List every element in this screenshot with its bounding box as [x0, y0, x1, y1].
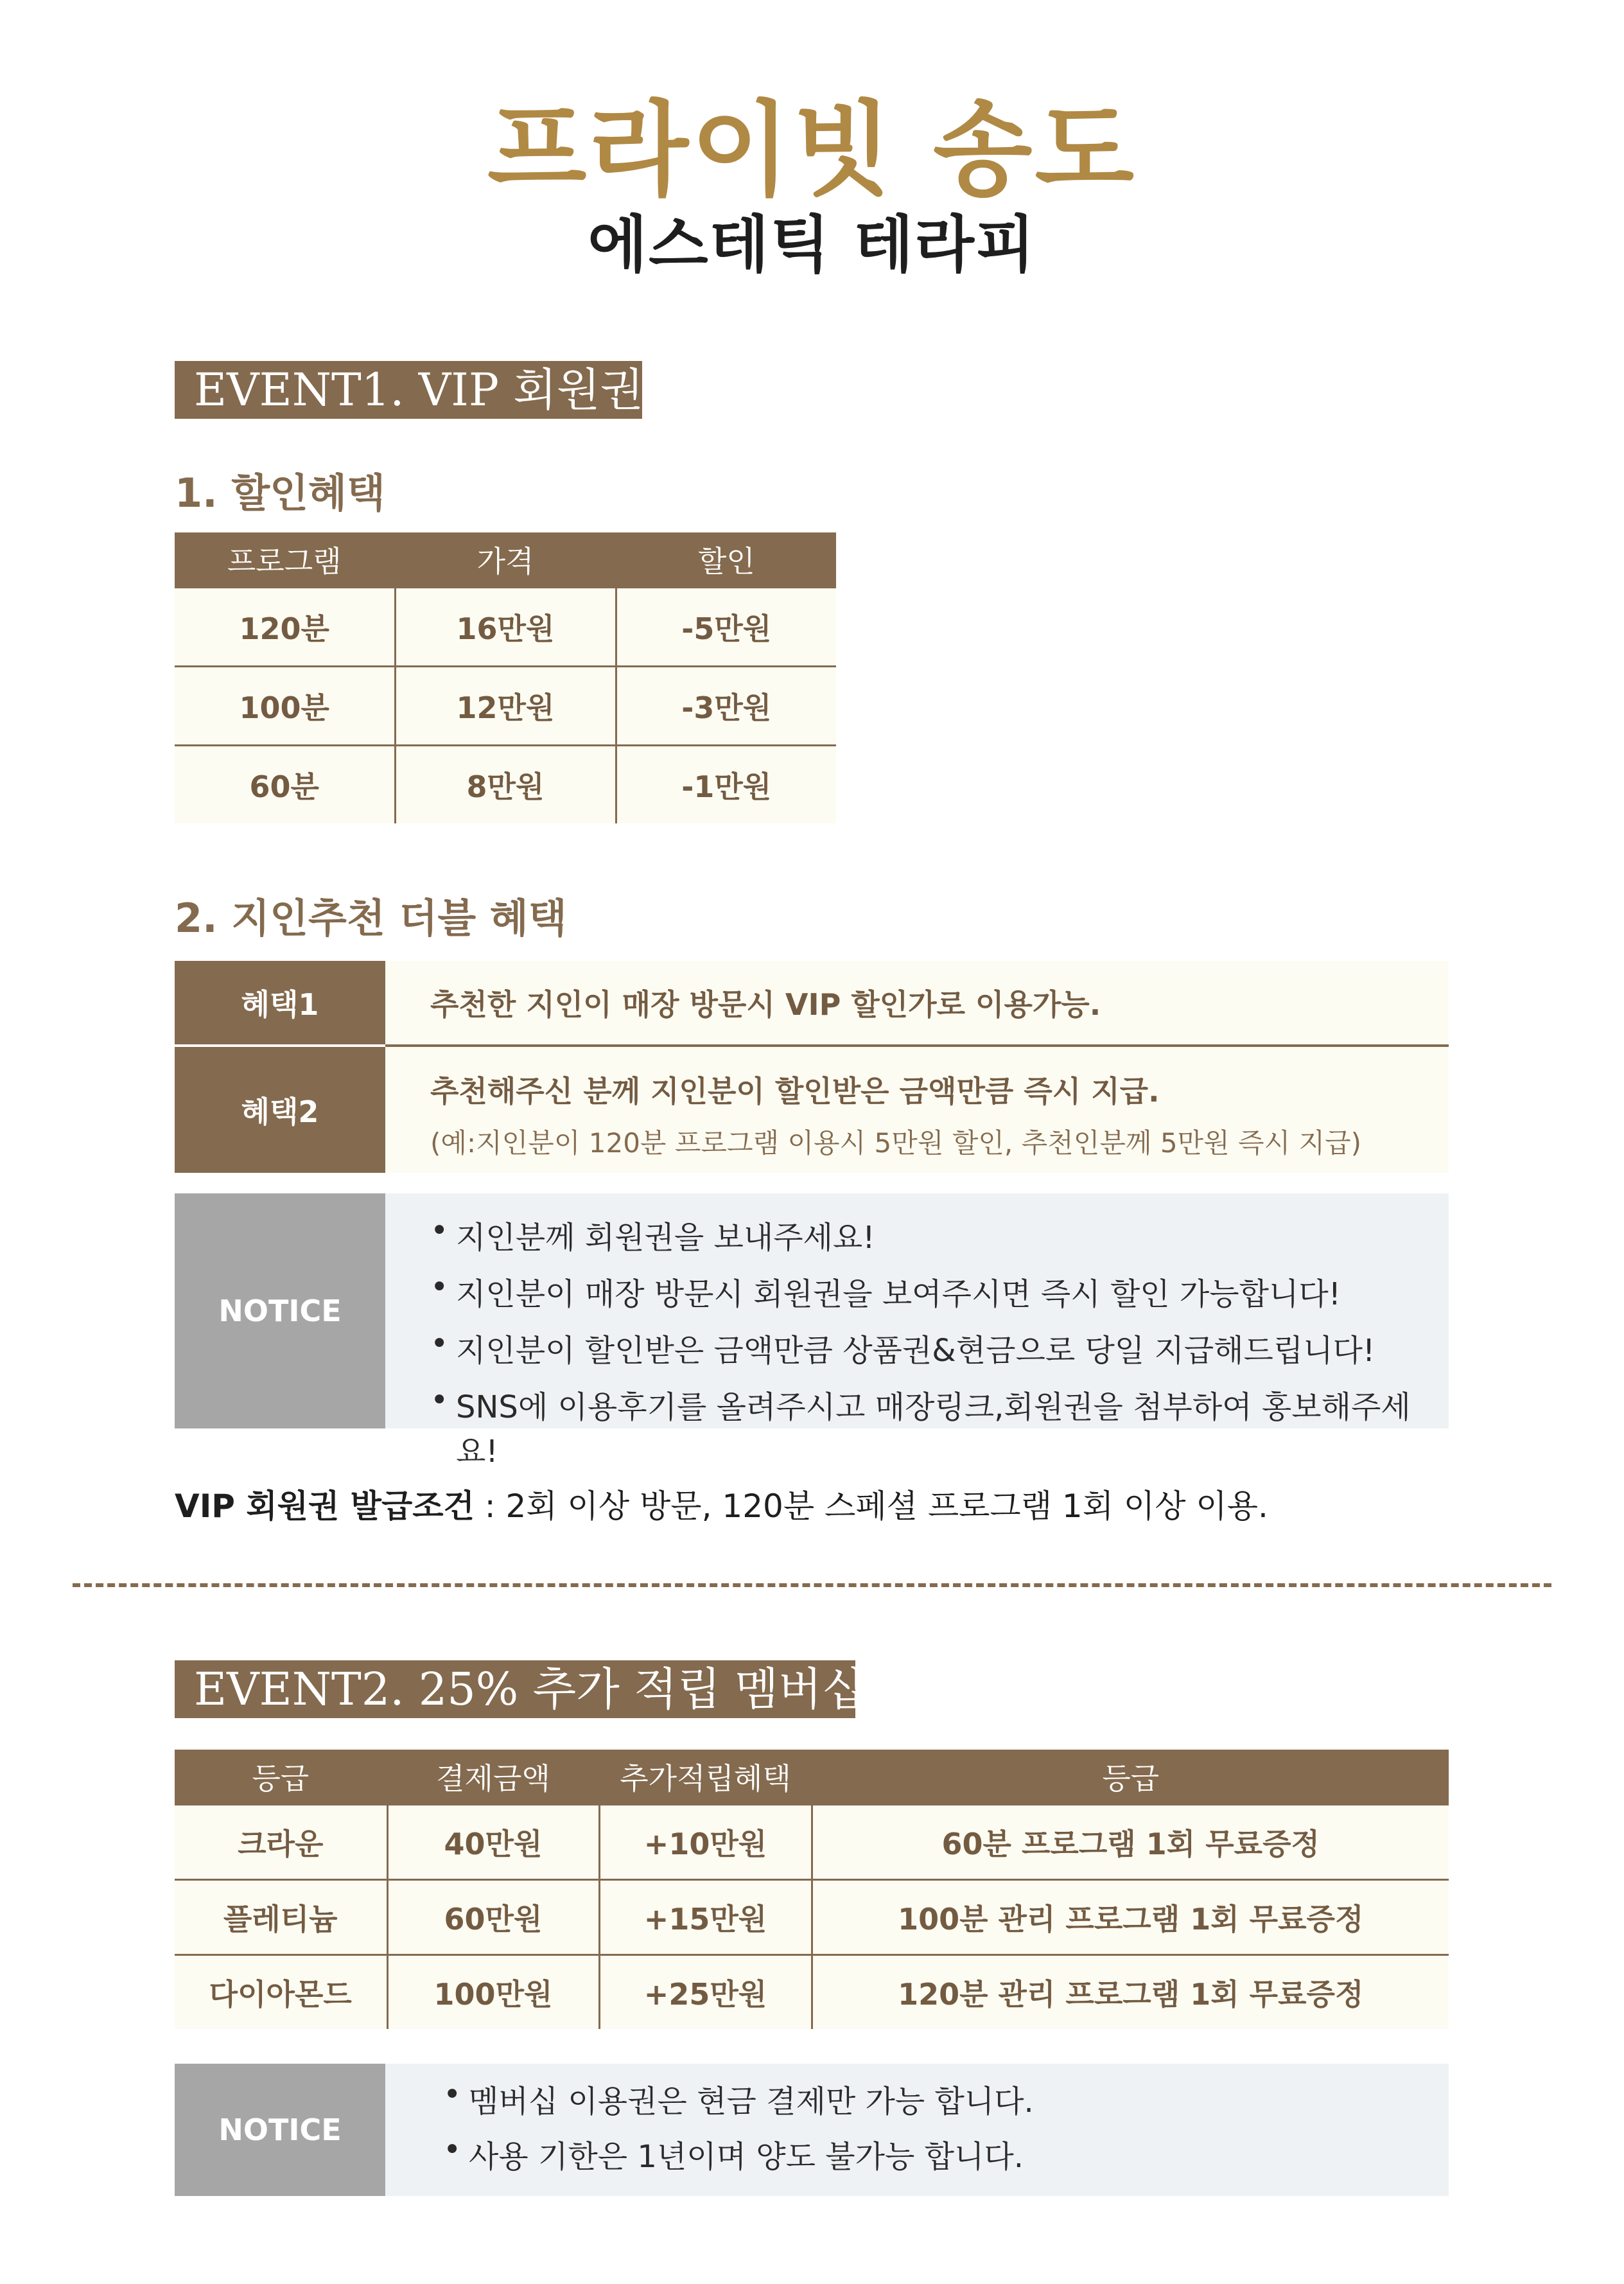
cell-price: 12만원 [395, 667, 616, 746]
cell-discount: -5만원 [616, 588, 836, 667]
membership-table [175, 1750, 1449, 2029]
benefit2-text: 추천해주신 분께 지인분이 할인받은 금액만큼 즉시 지급. [430, 1074, 1160, 1109]
notice-item: • 멤버십 이용권은 현금 결제만 가능 합니다. [443, 2077, 1449, 2132]
benefit1-text: 추천한 지인이 매장 방문시 VIP 할인가로 이용가능. [430, 987, 1101, 1022]
cell-price: 16만원 [395, 588, 616, 667]
table-row [175, 1955, 1449, 2030]
benefit1-label: 혜택1 [175, 961, 385, 1044]
vip-condition-text: : 2회 이상 방문, 120분 스페셜 프로그램 1회 이상 이용. [474, 1488, 1268, 1525]
vip-condition [175, 1480, 1268, 1527]
notice-item: • 지인분이 할인받은 금액만큼 상품권&현금으로 당일 지급해드립니다! [430, 1326, 1449, 1382]
event2-banner: EVENT2. 25% 추가 적립 멤버십 [175, 1660, 855, 1718]
page-subtitle: 에스테틱 테라피 [588, 209, 1036, 281]
table-row [175, 667, 836, 746]
cell-gift: 100분 관리 프로그램 1회 무료증정 [812, 1880, 1449, 1955]
cell-program: 120분 [175, 588, 395, 667]
discount-table-header [175, 532, 836, 588]
membership-table-header [175, 1750, 1449, 1805]
cell-discount: -3만원 [616, 667, 836, 746]
notice2-list [443, 2077, 1449, 2187]
cell-grade: 플레티늄 [175, 1880, 387, 1955]
cell-gift: 60분 프로그램 1회 무료증정 [812, 1805, 1449, 1880]
cell-grade: 다이아몬드 [175, 1955, 387, 2030]
col-header-bonus: 추가적립혜택 [599, 1750, 812, 1805]
cell-bonus: +25만원 [599, 1955, 812, 2030]
discount-table [175, 532, 836, 823]
section-divider [73, 1583, 1551, 1587]
page-title: 프라이빗 송도 [487, 90, 1137, 210]
cell-grade: 크라운 [175, 1805, 387, 1880]
notice-list [430, 1213, 1449, 1470]
event1-banner: EVENT1. VIP 회원권 [175, 361, 642, 419]
cell-price: 8만원 [395, 746, 616, 824]
col-header-price: 가격 [395, 532, 616, 588]
col-header-payment: 결제금액 [387, 1750, 599, 1805]
cell-gift: 120분 관리 프로그램 1회 무료증정 [812, 1955, 1449, 2030]
notice-label: NOTICE [175, 1193, 385, 1428]
vip-condition-label: VIP 회원권 발급조건 [175, 1488, 475, 1525]
col-header-discount: 할인 [616, 532, 836, 588]
table-row [175, 588, 836, 667]
cell-payment: 40만원 [387, 1805, 599, 1880]
cell-bonus: +10만원 [599, 1805, 812, 1880]
notice-item: • 사용 기한은 1년이며 양도 불가능 합니다. [443, 2132, 1449, 2187]
notice-item: • 지인분이 매장 방문시 회원권을 보여주시면 즉시 할인 가능합니다! [430, 1269, 1449, 1326]
table-row [175, 1880, 1449, 1955]
cell-program: 60분 [175, 746, 395, 824]
referral-section-title: 2. 지인추천 더블 혜택 [175, 895, 567, 942]
notice-item: • SNS에 이용후기를 올려주시고 매장링크,회원권을 첨부하여 홍보해주세요! [430, 1382, 1449, 1439]
discount-section-title: 1. 할인혜택 [175, 470, 385, 516]
col-header-program: 프로그램 [175, 532, 395, 588]
notice2-label: NOTICE [175, 2064, 385, 2196]
benefit1-content [385, 961, 1449, 1044]
cell-bonus: +15만원 [599, 1880, 812, 1955]
benefit2-label: 혜택2 [175, 1047, 385, 1173]
notice-box [385, 1193, 1449, 1470]
cell-payment: 100만원 [387, 1955, 599, 2030]
cell-discount: -1만원 [616, 746, 836, 824]
benefit2-note: (예:지인분이 120분 프로그램 이용시 5만원 할인, 추천인분께 5만원 즉시 지급) [430, 1127, 1362, 1159]
table-row [175, 746, 836, 824]
cell-program: 100분 [175, 667, 395, 746]
cell-payment: 60만원 [387, 1880, 599, 1955]
col-header-grade: 등급 [175, 1750, 387, 1805]
benefit2-content [385, 1047, 1449, 1173]
notice-item: • 지인분께 회원권을 보내주세요! [430, 1213, 1449, 1269]
notice2-box [385, 2064, 1449, 2196]
table-row [175, 1805, 1449, 1880]
col-header-gift: 등급 [812, 1750, 1449, 1805]
